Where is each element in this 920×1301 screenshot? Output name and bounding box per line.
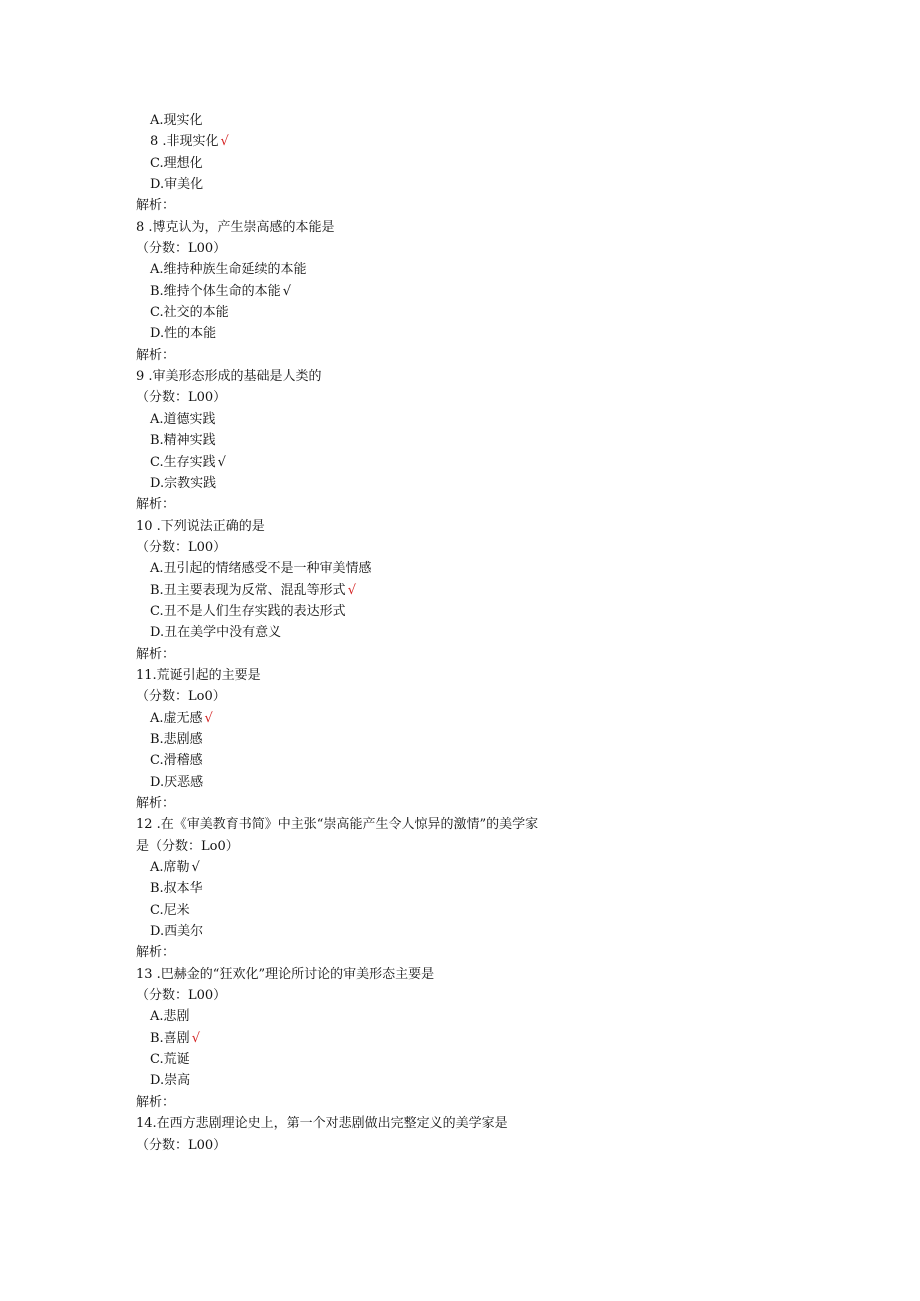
correct-check-icon: √	[217, 454, 226, 470]
question-text	[0, 1113, 920, 1134]
answer-option-text: D.西美尔	[150, 924, 204, 940]
analysis-label	[0, 793, 920, 814]
exam-document	[0, 110, 920, 1156]
answer-option	[0, 857, 920, 878]
answer-option	[0, 473, 920, 494]
answer-option-text: A.维持种族生命延续的本能	[150, 262, 307, 278]
question-text-text: 是（分数：Lo0）	[136, 838, 239, 854]
answer-option	[0, 921, 920, 942]
correct-check-icon: √	[204, 710, 213, 726]
answer-option	[0, 1070, 920, 1091]
answer-option-text: C.社交的本能	[150, 305, 229, 321]
answer-option-text: C.滑稽感	[150, 753, 203, 769]
question-text	[0, 387, 920, 408]
answer-option-text: B.喜剧	[150, 1030, 190, 1046]
answer-option	[0, 601, 920, 622]
correct-check-icon: √	[220, 134, 229, 150]
correct-check-icon: √	[282, 283, 291, 299]
question-text	[0, 366, 920, 387]
correct-check-icon: √	[347, 582, 356, 598]
correct-check-icon: √	[191, 1030, 200, 1046]
answer-option-text: D.丑在美学中没有意义	[150, 625, 282, 641]
answer-option-text: B.维持个体生命的本能	[150, 283, 281, 299]
analysis-label-text: 解析：	[136, 796, 176, 811]
question-text	[0, 686, 920, 707]
analysis-label-text: 解析：	[136, 497, 176, 513]
answer-option	[0, 900, 920, 921]
answer-option-text: B.丑主要表现为反常、混乱等形式	[150, 582, 346, 598]
answer-option	[0, 729, 920, 750]
question-text-text: （分数：Lo0）	[136, 689, 226, 705]
answer-option	[0, 772, 920, 793]
analysis-label	[0, 195, 920, 216]
question-text	[0, 238, 920, 259]
question-text-text: （分数：L00）	[136, 988, 227, 1004]
answer-option-text: C.理想化	[150, 155, 203, 171]
answer-option-text: A.道德实践	[150, 411, 216, 427]
answer-option	[0, 1006, 920, 1027]
answer-option	[0, 708, 920, 729]
question-text-text: 10 .下列说法正确的是	[136, 518, 265, 534]
answer-option-text: B.精神实践	[150, 433, 216, 449]
answer-option	[0, 1049, 920, 1070]
answer-option-text: D.宗教实践	[150, 475, 217, 491]
analysis-label-text: 解析：	[136, 1094, 176, 1110]
answer-option	[0, 452, 920, 473]
question-text-text: 9 .审美形态形成的基础是人类的	[136, 369, 322, 385]
answer-option	[0, 878, 920, 899]
question-text-text: （分数：L00）	[136, 241, 227, 257]
answer-option-text: D.性的本能	[150, 326, 217, 342]
answer-option-text: C.荒诞	[150, 1052, 190, 1068]
question-text-text: 12 .在《审美教育书简》中主张“崇高能产生令人惊异的激情”的美学家	[136, 817, 539, 833]
question-text	[0, 1135, 920, 1156]
question-text	[0, 985, 920, 1006]
analysis-label-text: 解析：	[136, 646, 176, 662]
analysis-label	[0, 942, 920, 963]
answer-option-text: D.审美化	[150, 177, 204, 193]
answer-option-text: A.悲剧	[150, 1009, 190, 1025]
answer-option	[0, 302, 920, 323]
question-text-text: （分数：L00）	[136, 539, 227, 555]
analysis-label-text: 解析：	[136, 198, 176, 214]
question-text-text: 8 .博克认为，产生崇高感的本能是	[136, 219, 335, 235]
question-text-text: 14.在西方悲剧理论史上，第一个对悲剧做出完整定义的美学家是	[136, 1116, 508, 1132]
answer-option-text: A.现实化	[150, 113, 203, 128]
answer-option	[0, 174, 920, 195]
analysis-label	[0, 1092, 920, 1113]
answer-option	[0, 558, 920, 579]
answer-option	[0, 750, 920, 771]
analysis-label-text: 解析：	[136, 945, 176, 961]
answer-option-text: C.丑不是人们生存实践的表达形式	[150, 603, 346, 619]
answer-option	[0, 131, 920, 152]
question-text	[0, 516, 920, 537]
answer-option	[0, 281, 920, 302]
answer-option	[0, 409, 920, 430]
analysis-label	[0, 494, 920, 515]
answer-option-text: C.尼米	[150, 902, 190, 918]
question-text-text: （分数：L00）	[136, 390, 227, 406]
question-text	[0, 537, 920, 558]
analysis-label	[0, 345, 920, 366]
answer-option-text: D.崇高	[150, 1073, 191, 1089]
question-text	[0, 964, 920, 985]
answer-option-text: D.厌恶感	[150, 774, 204, 790]
answer-option-text: 8 .非现实化	[150, 134, 219, 150]
question-text	[0, 217, 920, 238]
answer-option	[0, 580, 920, 601]
analysis-label-text: 解析：	[136, 347, 176, 363]
question-text-text: 13 .巴赫金的“狂欢化”理论所讨论的审美形态主要是	[136, 966, 435, 982]
answer-option-text: B.悲剧感	[150, 731, 203, 747]
answer-option-text: A.虚无感	[150, 710, 203, 726]
answer-option-text: C.生存实践	[150, 454, 216, 470]
answer-option	[0, 1028, 920, 1049]
question-text-text: （分数：L00）	[136, 1137, 227, 1153]
answer-option	[0, 622, 920, 643]
answer-option-text: A.丑引起的情绪感受不是一种审美情感	[150, 561, 372, 577]
answer-option-text: B.叔本华	[150, 881, 203, 897]
answer-option	[0, 153, 920, 174]
question-text	[0, 665, 920, 686]
answer-option	[0, 430, 920, 451]
answer-option	[0, 110, 920, 131]
question-text	[0, 836, 920, 857]
answer-option	[0, 259, 920, 280]
answer-option-text: A.席勒	[150, 860, 190, 876]
correct-check-icon: √	[191, 860, 200, 876]
analysis-label	[0, 644, 920, 665]
question-text	[0, 814, 920, 835]
question-text-text: 11.荒诞引起的主要是	[136, 667, 261, 683]
answer-option	[0, 323, 920, 344]
